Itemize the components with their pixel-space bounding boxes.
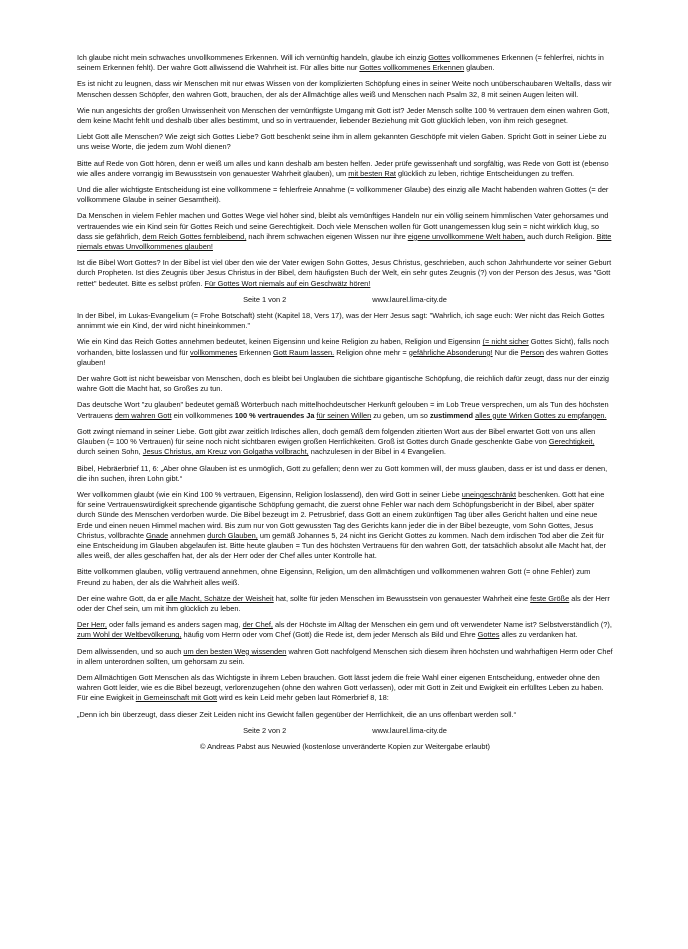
text-run: auch durch Religion. [525,231,597,241]
underlined-text: mit besten Rat [348,168,396,178]
paragraph [77,427,613,458]
underlined-text: Gott Raum lassen. [272,347,335,357]
underlined-text: Jesus Christus, am Kreuz von Golgatha vollbracht, [142,447,309,457]
paragraph [77,258,613,289]
paragraph [77,594,613,614]
footer-url: www.laurel.lima-city.de [372,294,447,304]
text-run: hat, sollte für jeden Menschen im Bewusstsein von genauester Wahrheit eine [273,593,531,603]
paragraph [77,567,613,587]
text-run: zu geben, um so [371,410,430,420]
underlined-text: uneingeschränkt [461,489,517,499]
text-run: beschenken. Gott hat eine für seine Vertrauenswürdigkeit sprechende gigantische Schöpfung gemacht, die zuerst ohne Fehler war nach dem Schöpfungsbericht in der Bibel, aber später durch Sünde des Menschen verdorben wurde. Die Bibel bezeugt im 2. Petrusbrief, dass Gott an einem zukünftigen Tag über alles Gericht halten und eine neue Erde und einen neuen Himmel machen wird. Bis zum nur von Gott gewussten Tag des Gerichts kann jeder die in der Bibel bezeugte, vom Sohn Gottes, Jesus Christus, vollbrachte [77,489,605,540]
underlined-text: Gottes [428,53,451,62]
text-run: oder falls jemand es anders sagen mag, [106,620,243,630]
underlined-text: Der Herr, [77,620,107,630]
text-run: Bitte auf Rede von Gott hören, denn er weiß um alles und kann deshalb am besten helfen. Jeder prüfe gewissenhaft und sorgfältig, was Rede von Gott ist (ebenso wie alles andere vorrangig im Bewusstsein von genauester Wahrheit glauben), um [77,158,609,178]
underlined-text: dem wahren Gott [114,410,172,420]
page-footer-1 [77,295,613,305]
text-run: Erkennen [237,347,273,357]
underlined-text: eigene unvollkommene Welt haben, [407,231,526,241]
underlined-text: um den besten Weg wissenden [183,646,287,656]
text-run: glücklich zu leben, richtige Entscheidungen zu treffen. [395,168,575,178]
text-run: wird es kein Leid mehr geben laut Römerbrief 8, 18: [217,693,389,703]
bold-text: zustimmend [429,410,474,420]
text-run: glauben. [464,63,495,73]
text-run: wahren Gott nachfolgend Menschen sich diesem ihren höchsten und wahrhaftigen Herrn oder Chef in allem unterordnen sollten, um gehorsam zu sein. [77,646,613,666]
text-run: als der Herr oder der Chef sein, um mit ihm glücklich zu leben. [77,593,610,613]
underlined-text: für seinen Willen [316,410,372,420]
text-run: durch seinen Sohn, [77,447,143,457]
text-run: „Denn ich bin überzeugt, dass dieser Zeit Leiden nicht ins Gewicht fallen gegenüber der Herrlichkeit, die an uns offenbart werden soll.“ [77,709,517,719]
footer-page-number: Seite 2 von 2 [243,725,287,735]
underlined-text: feste Größe [530,593,570,603]
paragraph [77,79,613,99]
text-run: Wie ein Kind das Reich Gottes annehmen bedeutet, keinen Eigensinn und keine Religion zu haben, Religion und Eigensinn [77,337,483,347]
text-run: Der eine wahre Gott, da er [77,593,167,603]
underlined-text: Gottes [477,630,500,640]
underlined-text: Gnade [146,530,169,540]
paragraph [77,185,613,205]
text-run: vollkommenes Erkennen (= fehlerfrei, nichts in seinem Erkennen fehlt). Der wahre Gott allwissend die Wahrheit ist. Für alles bitte nur [77,53,604,73]
document-page [77,53,613,752]
underlined-text: dem Reich Gottes fernbleibend, [142,231,247,241]
paragraph [77,311,613,331]
underlined-text: der Chef, [242,620,273,630]
paragraph [77,400,613,420]
page-footer-2 [77,726,613,736]
text-run: In der Bibel, im Lukas-Evangelium (= Frohe Botschaft) steht (Kapitel 18, Vers 17), was der Herr Jesus sagt: "Wahrlich, ich sage euch: Wer nicht das Reich Gottes annimmt wie ein Kind, der wird nicht hineinkommen." [77,311,605,331]
text-run: Dem Allmächtigen Gott Menschen als das Wichtigste in ihrem Leben brauchen. Gott lässt jedem die freie Wahl einer eigenen Entscheidung, entweder ohne den wahren Gott leider, wie es die Bibel bezeugt, verlorenzugehen (ohne den wahren Gott verlassen), oder mit Gott in Zeit und Ewigkeit ein erfülltes Leben zu haben. Für eine Ewigkeit [77,672,604,703]
underlined-text: Gerechtigkeit, [548,437,595,447]
text-run: Ich glaube nicht mein schwaches unvollkommenes Erkennen. Will ich vernünftig handeln, glaube ich einzig [77,53,429,62]
paragraph [77,106,613,126]
text-run: Gottes Sicht), falls noch vorhanden, bitte loslassen und für [77,337,609,357]
text-run: Da Menschen in vielem Fehler machen und Gottes Wege viel höher sind, bleibt als vernünftiges Handeln nur ein völlig seinem himmlischen Vater gehorsames und vertrauendes wie ein Kind sein für Gottes Reich und seine Gerechtigkeit. Doch viele Menschen wollen für Gott unangemessen klug sein = nicht wirklich klug, so dass sie gefährlich, [77,211,609,241]
text-run: ein vollkommenes [171,410,235,420]
paragraph [77,464,613,484]
paragraph [77,673,613,704]
paragraph [77,710,613,720]
document-part-2 [77,311,613,720]
paragraph [77,620,613,640]
text-run: Der wahre Gott ist nicht beweisbar von Menschen, doch es bleibt bei Unglauben die sichtbare gigantische Schöpfung, die reichlich dafür zeugt, dass nur der einzig wahre Gott die Macht hat, so Großes zu tun. [77,374,610,394]
text-run: als der Höchste im Alltag der Menschen ein gern und oft verwendeter Name ist? Selbstverständlich (?), [272,620,612,630]
underlined-text: (= nicht sicher [482,337,529,347]
text-run: Liebt Gott alle Menschen? Wie zeigt sich Gottes Liebe? Gott beschenkt seine ihm in allem gekannten Geschöpfe mit vielen Gaben. Spricht Gott in seiner Liebe zu uns weise Worte, die jedem zum Wohl dienen? [77,132,607,152]
paragraph [77,53,613,73]
document-part-1 [77,53,613,289]
underlined-text: Person [520,347,544,357]
underlined-text: vollkommenes [190,347,238,357]
paragraph [77,647,613,667]
footer-page-number: Seite 1 von 2 [243,294,287,304]
bold-text: 100 % vertrauendes Ja [234,410,315,420]
underlined-text: alle Macht, Schätze der Weisheit [166,593,274,603]
text-run: Dem allwissenden, und so auch [77,646,184,656]
text-run: annehmen [168,530,208,540]
text-run: Wie nun angesichts der großen Unwissenheit von Menschen der vernünftigste Umgang mit Gott ist? Jeder Mensch sollte 100 % vertrauen dem einen wahren Gott, dem keine Macht fehlt und deshalb über alles bestimmt, und so in vertrauender, liebender Beziehung mit Gott glücklich leben, von ihm reich gesegnet. [77,105,610,126]
underlined-text: Für Gottes Wort niemals auf ein Geschwätz hören! [204,278,371,288]
paragraph [77,159,613,179]
footer-url: www.laurel.lima-city.de [372,725,447,735]
text-run: Bibel, Hebräerbrief 11, 6: „Aber ohne Glauben ist es unmöglich, Gott zu gefallen; denn wer zu Gott kommen will, der muss glauben, dass er ist und dass er denen, die ihn suchen, ihren Lohn gibt.“ [77,463,608,483]
copyright-notice: © Andreas Pabst aus Neuwied (kostenlose unveränderte Kopien zur Weitergabe erlaubt) [199,741,491,751]
paragraph [77,132,613,152]
text-run: Es ist nicht zu leugnen, dass wir Menschen mit nur etwas Wissen von der komplizierten Schöpfung eines in seiner Weite noch unüberschaubaren Weltalls, dass wir Menschen dessen Schöpfer, den wahren Gott, brauchen, der als der Allmächtige alles weiß und Menschen nach Psalm 32, 8 mit seinen Augen leiten will. [77,79,612,99]
text-run: Religion ohne mehr = [334,347,409,357]
text-run: nach ihrem schwachen eigenen Wissen nur ihre [246,231,408,241]
text-run: um gemäß Johannes 5, 24 nicht ins Gericht Gottes zu kommen. Nach dem irdischen Tod aber die Zeit für eine Entscheidung im Glauben abgelaufen ist. Bitte heute glauben = Tun des höchsten Vertrauens für den wahren Gott, der tatsächlich absolut alle Macht hat, der alles weiß, der alles geschaffen hat, der als der Herr oder der Chef alles unter Kontrolle hat. [77,530,606,561]
text-run: Nur die [492,347,521,357]
text-run: Bitte vollkommen glauben, völlig vertrauend annehmen, ohne Eigensinn, Religion, um den allmächtigen und vollkommenen wahren Gott (= ohne Fehler) zum Freund zu haben, der als die Wahrheit alles weiß. [77,567,591,587]
text-run: häufig vom Herrn oder vom Chef (Gott) die Rede ist, dem jeder Mensch als Bild und Ehre [181,630,478,640]
underlined-text: alles gute Wirken Gottes zu empfangen. [475,410,607,420]
underlined-text: zum Wohl der Weltbevölkerung, [77,630,182,640]
underlined-text: gefährliche Absonderung! [408,347,493,357]
text-run: nachzulesen in der Bibel in 4 Evangelien. [308,447,446,457]
underlined-text: durch Glauben, [207,530,258,540]
text-run: Das deutsche Wort "zu glauben" bedeutet gemäß Wörterbuch nach mittelhochdeutscher Herkunft gelouben = im Lob Treue versprechen, um als Tun des höchsten Vertrauens [77,400,609,420]
text-run: Gott zwingt niemand in seiner Liebe. Gott gibt zwar zeitlich Irdisches allen, doch gemäß dem folgenden zitierten Wort aus der Bibel erwartet Gott von uns allen Glauben (= 100 % Vertrauen) für seine noch nicht sichtbaren ewigen großen Herrlichkeiten. Groß ist Gottes durch Gnade geschenkte Gabe von [77,426,596,447]
text-run: alles zu verdanken hat. [499,630,578,640]
text-run: Und die aller wichtigste Entscheidung ist eine vollkommene = fehlerfreie Annahme (= vollkommener Glaube) des einzig alle Macht habenden wahren Gottes (= der vollkommene Glaube in seiner Gesamtheit). [77,185,609,205]
underlined-text: in Gemeinschaft mit Gott [135,693,218,703]
paragraph [77,374,613,394]
paragraph [77,490,613,561]
text-run: Ist die Bibel Wort Gottes? In der Bibel ist viel über den wie der Vater ewigen Sohn Gottes, Jesus Christus, geschrieben, auch schon Jahrhunderte vor seiner Geburt durch Propheten. Ist dies Zeugnis über Jesus Christus in der Bibel, dem häufigsten Buch der Welt, ein sehr gutes Zeugnis (?) von der Person des Jesus, was "Gott rettet" bedeutet. Bitte es selbst prüfen. [77,258,612,288]
paragraph [77,211,613,252]
text-run: Wer vollkommen glaubt (wie ein Kind 100 % vertrauen, Eigensinn, Religion loslassend), den wird Gott in seiner Liebe [77,489,462,499]
paragraph [77,337,613,368]
underlined-text: Gottes vollkommenes Erkennen [359,63,465,73]
text-run: des wahren Gottes glauben! [77,347,609,367]
underlined-text: Bitte niemals etwas Unvollkommenes glauben! [77,231,612,252]
